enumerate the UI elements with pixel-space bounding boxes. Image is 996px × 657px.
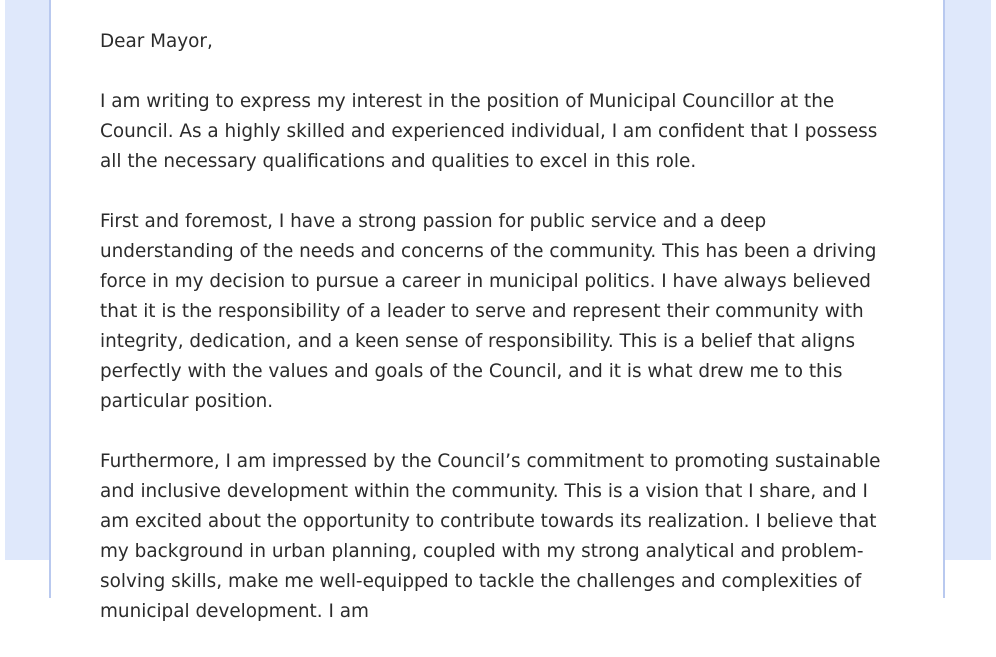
salutation: Dear Mayor, — [100, 31, 213, 52]
paragraph-development: Furthermore, I am impressed by the Council’s commitment to promoting sustainable and inclusive development within the community. This is a vision that I share, and I am excited about the opportunity to contribute towards its realization. I believe that my background in urban planning, coupled with my strong analytical and problem-solving skills, make me well-equipped to tackle the challenges and complexities of municipal development. I am — [100, 451, 881, 622]
paragraph-passion: First and foremost, I have a strong passion for public service and a deep understanding of the needs and concerns of the community. This has been a driving force in my decision to pursue a career in municipal politics. I have always believed that it is the responsibility of a leader to serve and represent their community with integrity, dedication, and a keen sense of responsibility. This is a belief that aligns perfectly with the values and goals of the Council, and it is what drew me to this particular position. — [100, 211, 877, 412]
paragraph-interest: I am writing to express my interest in the position of Municipal Councillor at the Council. As a highly skilled and experienced individual, I am confident that I possess all the necessary qualifications and qualities to excel in this role. — [100, 91, 878, 172]
letter-body — [100, 27, 900, 657]
